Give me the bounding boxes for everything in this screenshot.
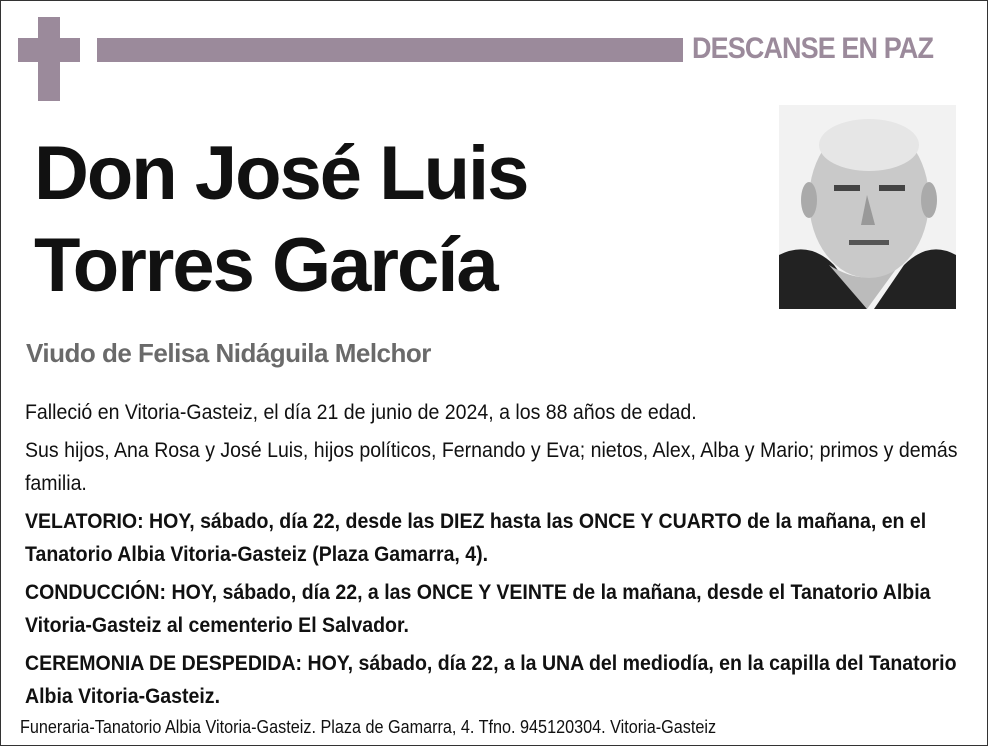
velatorio-notice: VELATORIO: HOY, sábado, día 22, desde las DIEZ hasta las ONCE Y CUARTO de la mañana, en el Tanatorio Albia Vitoria-Gasteiz (Plaza Gamarra, 4). bbox=[25, 510, 927, 566]
conduccion-notice: CONDUCCIÓN: HOY, sábado, día 22, a las ONCE Y VEINTE de la mañana, desde el Tanatorio Albia Vitoria-Gasteiz al cementerio El Salvador. bbox=[25, 581, 931, 637]
ceremonia-notice: CEREMONIA DE DESPEDIDA: HOY, sábado, día 22, a la UNA del mediodía, en la capilla del Tanatorio Albia Vitoria-Gasteiz. bbox=[25, 652, 957, 708]
header-label: DESCANSE EN PAZ bbox=[692, 32, 934, 65]
name-line-1: Don José Luis bbox=[34, 131, 528, 216]
deceased-name bbox=[34, 128, 527, 312]
cross-horizontal bbox=[18, 38, 80, 62]
widow-subtitle: Viudo de Felisa Nidáguila Melchor bbox=[26, 338, 431, 368]
name-line-2: Torres García bbox=[34, 223, 497, 308]
header-bar bbox=[97, 38, 683, 62]
funeral-home-footer: Funeraria-Tanatorio Albia Vitoria-Gasteiz. Plaza de Gamarra, 4. Tfno. 945120304. Vitoria-Gasteiz bbox=[20, 717, 717, 737]
obituary-body bbox=[25, 396, 970, 718]
family-notice: Sus hijos, Ana Rosa y José Luis, hijos políticos, Fernando y Eva; nietos, Alex, Alba y Mario; primos y demás familia. bbox=[25, 439, 958, 495]
death-notice: Falleció en Vitoria-Gasteiz, el día 21 de junio de 2024, a los 88 años de edad. bbox=[25, 401, 697, 424]
portrait-photo bbox=[779, 105, 956, 309]
